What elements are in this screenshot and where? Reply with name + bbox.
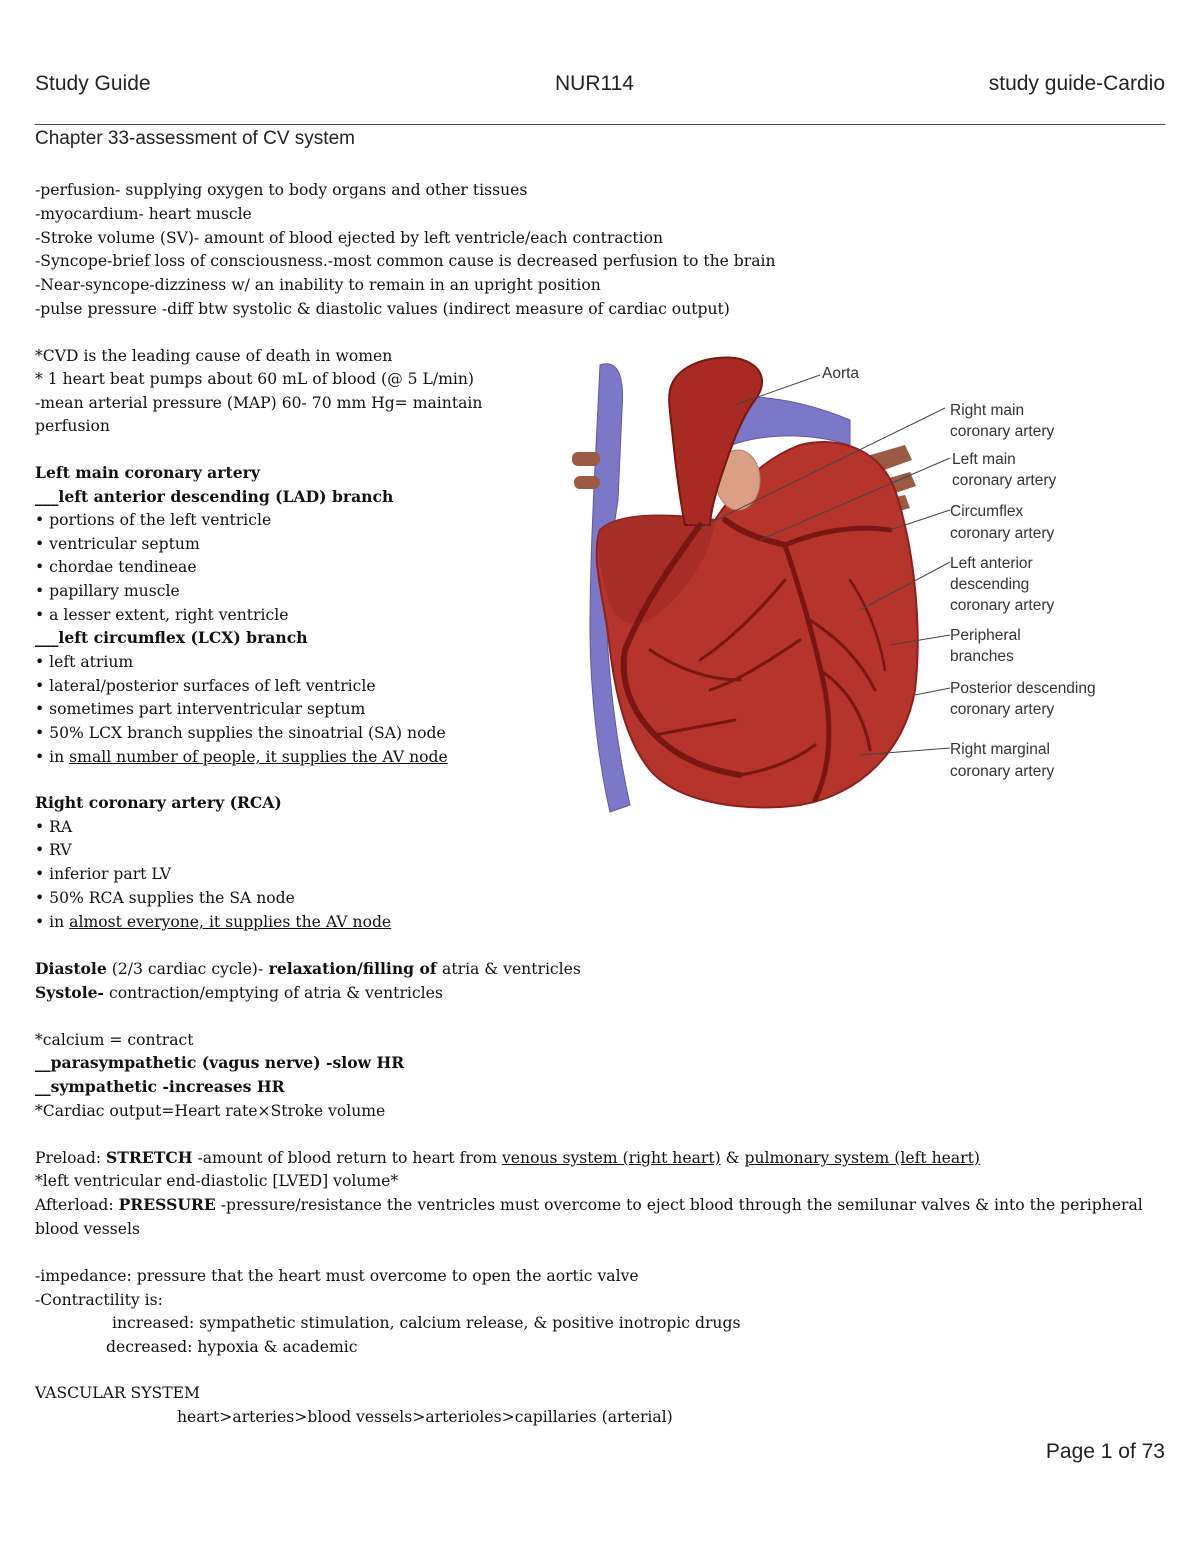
fact-heartbeat: * 1 heart beat pumps about 60 mL of blood (@ 5 L/min) [35, 370, 475, 388]
definition-line: -Near-syncope-dizziness w/ an inability to remain in an upright position [35, 276, 601, 294]
contractility-line: -Contractility is: [35, 1291, 163, 1309]
lcx-item: • sometimes part interventricular septum [35, 700, 366, 718]
systole-rest: contraction/emptying of atria & ventricles [104, 984, 443, 1002]
label-lmca-1: Left main [952, 451, 1016, 468]
lmca-title: Left main coronary artery [35, 463, 260, 482]
label-rmarg-2: coronary artery [950, 763, 1055, 780]
definition-line: -pulse pressure -diff btw systolic & diastolic values (indirect measure of cardiac output) [35, 300, 730, 318]
definition-line: -Stroke volume (SV)- amount of blood ejected by left ventricle/each contraction [35, 229, 664, 247]
header-rule [35, 124, 1165, 125]
lad-item: • portions of the left ventricle [35, 511, 272, 529]
label-circ-1: Circumflex [950, 503, 1024, 520]
diastole-rest: atria & ventricles [442, 960, 581, 978]
diastole-desc: relaxation/filling of [263, 959, 443, 978]
diastole-line [35, 957, 581, 981]
fact-map-cont: perfusion [35, 417, 110, 435]
fact-map: -mean arterial pressure (MAP) 60- 70 mm Hg= maintain [35, 394, 483, 412]
preload-pulmonary: pulmonary system (left heart) [744, 1149, 980, 1167]
rca-item: • RV [35, 841, 72, 859]
vascular-title: VASCULAR SYSTEM [35, 1384, 200, 1402]
lcx-item-av [35, 745, 448, 769]
parasympathetic-line: __parasympathetic (vagus nerve) -slow HR [35, 1053, 405, 1072]
header-left: Study Guide [35, 72, 151, 95]
rca-av-prefix: • in [35, 913, 70, 931]
afterload-label: Afterload: [35, 1196, 119, 1214]
fact-cvd: *CVD is the leading cause of death in women [35, 347, 393, 365]
label-rmca-1: Right main [950, 402, 1025, 419]
label-lad-2: descending [950, 576, 1030, 593]
definition-line: -myocardium- heart muscle [35, 205, 252, 223]
label-lmca-2: coronary artery [952, 472, 1057, 489]
page-number: Page 1 of 73 [1045, 1440, 1165, 1463]
contractility-increased: increased: sympathetic stimulation, calcium release, & positive inotropic drugs [112, 1314, 741, 1332]
label-lad-3: coronary artery [950, 597, 1055, 614]
lved-line: *left ventricular end-diastolic [LVED] volume* [35, 1172, 399, 1190]
heart-body [597, 442, 918, 807]
lcx-title: ___left circumflex (LCX) branch [35, 628, 308, 647]
label-pda-2: coronary artery [950, 701, 1055, 718]
systole-line [35, 981, 443, 1005]
label-peripheral-1: Peripheral [950, 627, 1021, 644]
label-aorta: Aorta [822, 365, 860, 382]
header-center: NUR114 [555, 72, 634, 95]
preload-text: -amount of blood return to heart from [192, 1149, 502, 1167]
rca-item: • RA [35, 818, 73, 836]
chapter-title: Chapter 33-assessment of CV system [35, 128, 355, 149]
preload-amp: & [720, 1149, 745, 1167]
rca-title: Right coronary artery (RCA) [35, 793, 282, 812]
lcx-av-underlined: small number of people, it supplies the AV node [69, 748, 448, 766]
impedance-line: -impedance: pressure that the heart must overcome to open the aortic valve [35, 1267, 639, 1285]
afterload-line [35, 1193, 1160, 1241]
lad-item: • chordae tendineae [35, 558, 197, 576]
afterload-text: -pressure/resistance the ventricles must overcome to eject blood through the semilunar valves & into the peripheral blood vessels [35, 1196, 1143, 1238]
rca-item: • 50% RCA supplies the SA node [35, 889, 295, 907]
calcium-line: *calcium = contract [35, 1031, 194, 1049]
lcx-item: • 50% LCX branch supplies the sinoatrial (SA) node [35, 724, 446, 742]
lcx-item: • lateral/posterior surfaces of left ventricle [35, 677, 376, 695]
lad-item: • a lesser extent, right ventricle [35, 606, 289, 624]
lcx-av-prefix: • in [35, 748, 70, 766]
vessel-left-1 [572, 452, 600, 466]
preload-line [35, 1146, 980, 1170]
cardiac-output-line: *Cardiac output=Heart rate×Stroke volume [35, 1102, 386, 1120]
sympathetic-line: __sympathetic -increases HR [35, 1077, 285, 1096]
vascular-flow: heart>arteries>blood vessels>arterioles>capillaries (arterial) [177, 1408, 673, 1426]
lad-item: • papillary muscle [35, 582, 180, 600]
label-peripheral-2: branches [950, 648, 1014, 665]
systole-term: Systole- [35, 983, 105, 1002]
lad-title: ___left anterior descending (LAD) branch [35, 487, 394, 506]
label-rmarg-1: Right marginal [950, 741, 1050, 758]
label-lad-1: Left anterior [950, 555, 1033, 572]
diastole-paren: (2/3 cardiac cycle)- [106, 960, 264, 978]
heart-coronary-diagram [560, 350, 1180, 820]
preload-term: STRETCH [106, 1148, 193, 1167]
rca-item: • inferior part LV [35, 865, 172, 883]
header-right: study guide-Cardio [988, 72, 1165, 95]
lcx-item: • left atrium [35, 653, 134, 671]
preload-venous: venous system (right heart) [502, 1149, 721, 1167]
lad-item: • ventricular septum [35, 535, 200, 553]
label-rmca-2: coronary artery [950, 423, 1055, 440]
definition-line: -perfusion- supplying oxygen to body organs and other tissues [35, 181, 528, 199]
label-circ-2: coronary artery [950, 525, 1055, 542]
afterload-term: PRESSURE [118, 1195, 216, 1214]
vessel-left-2 [574, 476, 600, 489]
contractility-decreased: decreased: hypoxia & academic [106, 1338, 358, 1356]
label-pda-1: Posterior descending [950, 680, 1096, 697]
diastole-term: Diastole [35, 959, 107, 978]
leader-pda [915, 688, 950, 695]
rca-item-av [35, 910, 391, 934]
preload-label: Preload: [35, 1149, 107, 1167]
rca-av-underlined: almost everyone, it supplies the AV node [69, 913, 392, 931]
definition-line: -Syncope-brief loss of consciousness.-most common cause is decreased perfusion to the brain [35, 252, 776, 270]
